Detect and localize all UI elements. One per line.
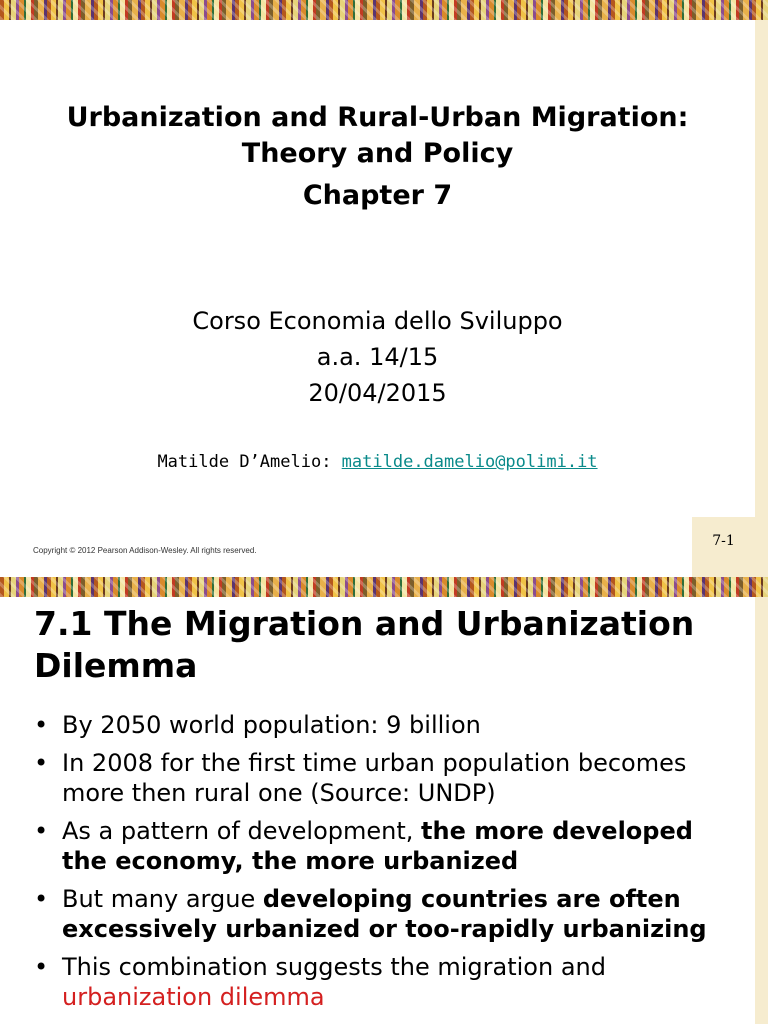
bullet-text: By 2050 world population: 9 billion [62,711,481,739]
author-label: Matilde D’Amelio: [157,452,342,472]
author-email-link[interactable]: matilde.damelio@polimi.it [341,452,598,472]
chapter-label: Chapter 7 [302,180,453,211]
bullet-highlight: urbanization dilemma [62,983,325,1011]
bullet-item [34,952,724,1012]
slide-title-line2: Theory and Policy [241,138,514,169]
bullet-text: In 2008 for the first time urban population becomes more then rural one (Source: UNDP) [62,749,687,807]
bullet-emphasis: developing countries are often excessively urbanized or too-rapidly urbanizing [62,885,707,943]
bullet-text: This combination suggests the migration and [62,953,606,981]
bullet-text: As a pattern of development, [62,817,422,845]
bullet-item [34,748,724,808]
title-slide [0,20,755,577]
lecture-date: 20/04/2015 [308,379,447,407]
bullet-item [34,884,724,944]
author-line [0,450,755,474]
bullet-item [34,710,724,740]
sidebar-strip [755,597,768,1024]
academic-year: a.a. 14/15 [316,343,439,371]
bullet-emphasis: the more developed the economy, the more urbanized [62,817,693,875]
bullet-text: But many argue [62,885,263,913]
decorative-border-top [0,0,768,20]
slide-title-line1: Urbanization and Rural-Urban Migration: [66,102,689,133]
bullet-item [34,816,724,876]
bullet-list [34,710,724,1020]
sidebar-strip [755,20,768,577]
page-number-box [692,517,755,577]
page-number: 7-1 [712,533,735,549]
content-slide [0,597,755,1024]
course-name: Corso Economia dello Sviluppo [192,307,563,335]
decorative-border-middle [0,577,768,597]
copyright-notice: Copyright © 2012 Pearson Addison-Wesley. All rights reserved. [33,546,257,555]
slide-heading: 7.1 The Migration and Urbanization Dilemma [34,604,695,685]
